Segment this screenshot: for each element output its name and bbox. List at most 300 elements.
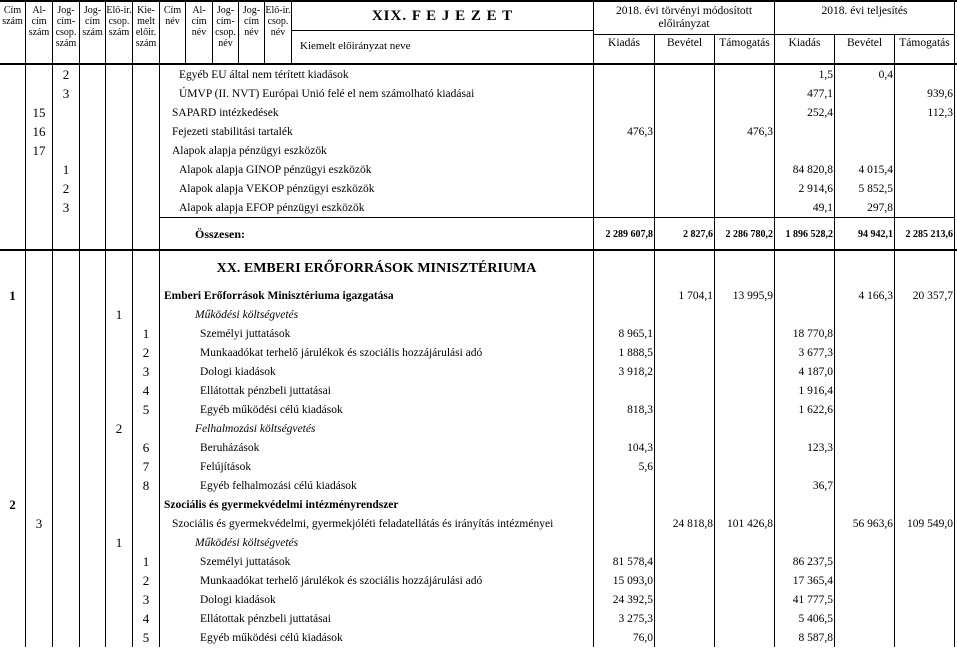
value-cell — [655, 343, 715, 362]
value-cell: 101 426,8 — [715, 514, 775, 533]
value-cell — [715, 179, 775, 198]
name-column-label: Kiemelt előirányzat neve — [300, 40, 411, 52]
table-row — [0, 438, 957, 457]
header-cim-nev: Cím név — [160, 2, 186, 65]
cim-szam — [0, 419, 26, 438]
jogcimcsop-szam — [53, 141, 80, 160]
value-cell — [775, 305, 835, 324]
value-cell — [715, 419, 775, 438]
value-cell — [895, 571, 955, 590]
value-cell — [655, 590, 715, 609]
table-row — [0, 251, 957, 286]
jogcimcsop-szam — [53, 400, 80, 419]
table-row — [0, 552, 957, 571]
header-kiemelt-szam: Kie-melt előir. szám — [133, 2, 160, 65]
value-cell — [655, 251, 715, 286]
value-cell: 5,6 — [594, 457, 655, 476]
jogcim-szam — [80, 217, 106, 250]
value-cell — [835, 381, 895, 400]
value-cell — [715, 305, 775, 324]
kiemelt-szam — [133, 419, 160, 438]
item-name: Ellátottak pénzbeli juttatásai — [160, 609, 594, 628]
cim-szam — [0, 65, 26, 84]
item-name: Dologi kiadások — [160, 590, 594, 609]
table-row — [0, 286, 957, 305]
value-cell: 3 677,3 — [775, 343, 835, 362]
value-cell — [655, 419, 715, 438]
value-cell — [715, 65, 775, 84]
jogcimcsop-szam — [53, 495, 80, 514]
jogcimcsop-szam — [53, 590, 80, 609]
item-name: Munkaadókat terhelő járulékok és szociális hozzájárulási adó — [160, 571, 594, 590]
jogcimcsop-szam: 3 — [53, 198, 80, 217]
cim-szam — [0, 343, 26, 362]
value-cell — [895, 438, 955, 457]
alcim-szam — [26, 628, 53, 647]
header-alcim-szam: Al-cím szám — [26, 2, 53, 65]
header-bevetel-2: Bevétel — [835, 35, 895, 65]
value-cell — [715, 343, 775, 362]
table-row — [0, 217, 957, 250]
kiemelt-szam — [133, 514, 160, 533]
eloircsop-szam — [106, 590, 133, 609]
kiemelt-szam — [133, 179, 160, 198]
value-cell — [594, 495, 655, 514]
value-cell — [835, 438, 895, 457]
table-row — [0, 103, 957, 122]
value-cell — [655, 381, 715, 400]
value-cell — [655, 84, 715, 103]
table-row — [0, 476, 957, 495]
item-name: Munkaadókat terhelő járulékok és szociális hozzájárulási adó — [160, 343, 594, 362]
alcim-szam — [26, 251, 53, 286]
kiemelt-szam — [133, 198, 160, 217]
alcim-szam — [26, 198, 53, 217]
jogcim-szam — [80, 590, 106, 609]
value-cell: 3 918,2 — [594, 362, 655, 381]
alcim-szam — [26, 217, 53, 250]
cim-szam — [0, 571, 26, 590]
value-cell — [715, 324, 775, 343]
jogcimcsop-szam — [53, 122, 80, 141]
item-name: Alapok alapja pénzügyi eszközök — [160, 141, 594, 160]
value-cell — [895, 179, 955, 198]
alcim-szam — [26, 305, 53, 324]
jogcim-szam — [80, 286, 106, 305]
value-cell: 297,8 — [835, 198, 895, 217]
value-cell — [655, 495, 715, 514]
value-cell — [895, 305, 955, 324]
value-cell — [835, 343, 895, 362]
header-tamogatas-1: Támogatás — [715, 35, 775, 65]
value-cell — [594, 286, 655, 305]
jogcimcsop-szam — [53, 362, 80, 381]
jogcim-szam — [80, 179, 106, 198]
eloircsop-szam — [106, 362, 133, 381]
value-cell — [715, 160, 775, 179]
value-cell — [715, 362, 775, 381]
table-row — [0, 179, 957, 198]
value-cell: 24 818,8 — [655, 514, 715, 533]
cim-szam — [0, 438, 26, 457]
kiemelt-szam: 4 — [133, 381, 160, 400]
eloircsop-szam: 1 — [106, 533, 133, 552]
value-cell — [895, 381, 955, 400]
value-cell: 252,4 — [775, 103, 835, 122]
value-cell: 112,3 — [895, 103, 955, 122]
kiemelt-szam — [133, 217, 160, 250]
kiemelt-szam: 8 — [133, 476, 160, 495]
value-cell — [655, 533, 715, 552]
item-name: Fejezeti stabilitási tartalék — [160, 122, 594, 141]
value-cell: 4 187,0 — [775, 362, 835, 381]
kiemelt-szam: 5 — [133, 628, 160, 647]
value-cell — [594, 476, 655, 495]
value-cell: 2 286 780,2 — [715, 217, 775, 250]
value-cell — [655, 141, 715, 160]
value-cell — [715, 571, 775, 590]
item-name: Alapok alapja EFOP pénzügyi eszközök — [160, 198, 594, 217]
jogcim-szam — [80, 362, 106, 381]
eloircsop-szam — [106, 251, 133, 286]
jogcim-szam — [80, 251, 106, 286]
value-cell: 2 285 213,6 — [895, 217, 955, 250]
jogcim-szam — [80, 198, 106, 217]
jogcimcsop-szam — [53, 419, 80, 438]
value-cell: 81 578,4 — [594, 552, 655, 571]
total-label: Összesen: — [160, 217, 594, 250]
cim-szam — [0, 141, 26, 160]
jogcim-szam — [80, 122, 106, 141]
value-cell: 1 916,4 — [775, 381, 835, 400]
kiemelt-szam — [133, 251, 160, 286]
kiemelt-szam: 3 — [133, 362, 160, 381]
value-cell — [655, 65, 715, 84]
value-cell: 18 770,8 — [775, 324, 835, 343]
table-row — [0, 533, 957, 552]
jogcim-szam — [80, 160, 106, 179]
value-cell — [715, 628, 775, 647]
item-name: Alapok alapja GINOP pénzügyi eszközök — [160, 160, 594, 179]
value-cell — [655, 122, 715, 141]
value-cell — [594, 103, 655, 122]
value-cell — [895, 552, 955, 571]
jogcimcsop-szam — [53, 438, 80, 457]
jogcim-szam — [80, 533, 106, 552]
eloircsop-szam — [106, 84, 133, 103]
value-cell — [715, 198, 775, 217]
table-row — [0, 400, 957, 419]
cim-szam — [0, 122, 26, 141]
alcim-szam: 15 — [26, 103, 53, 122]
value-cell: 15 093,0 — [594, 571, 655, 590]
kiemelt-szam — [133, 84, 160, 103]
table-row — [0, 419, 957, 438]
alcim-szam — [26, 343, 53, 362]
value-cell — [715, 400, 775, 419]
cim-szam — [0, 362, 26, 381]
cim-szam — [0, 400, 26, 419]
table-row — [0, 198, 957, 217]
cim-szam — [0, 533, 26, 552]
cim-szam: 2 — [0, 495, 26, 514]
alcim-szam — [26, 362, 53, 381]
value-cell — [655, 476, 715, 495]
eloircsop-szam — [106, 628, 133, 647]
kiemelt-szam: 3 — [133, 590, 160, 609]
value-cell: 86 237,5 — [775, 552, 835, 571]
jogcim-szam — [80, 628, 106, 647]
value-cell — [775, 495, 835, 514]
table-row — [0, 343, 957, 362]
value-cell: 818,3 — [594, 400, 655, 419]
value-cell: 1 704,1 — [655, 286, 715, 305]
value-cell: 8 587,8 — [775, 628, 835, 647]
kiemelt-szam: 1 — [133, 552, 160, 571]
item-name: Alapok alapja VEKOP pénzügyi eszközök — [160, 179, 594, 198]
table-row — [0, 305, 957, 324]
jogcim-szam — [80, 514, 106, 533]
eloircsop-szam — [106, 476, 133, 495]
cim-szam — [0, 251, 26, 286]
kiemelt-szam — [133, 122, 160, 141]
jogcimcsop-szam — [53, 305, 80, 324]
table-row — [0, 160, 957, 179]
value-cell — [655, 400, 715, 419]
jogcim-szam — [80, 65, 106, 84]
value-cell: 476,3 — [715, 122, 775, 141]
alcim-szam — [26, 84, 53, 103]
jogcimcsop-szam: 3 — [53, 84, 80, 103]
value-cell: 2 827,6 — [655, 217, 715, 250]
table-row — [0, 609, 957, 628]
value-cell — [775, 286, 835, 305]
jogcim-szam — [80, 305, 106, 324]
value-cell — [835, 84, 895, 103]
alcim-szam — [26, 495, 53, 514]
value-cell — [895, 141, 955, 160]
header-cim-szam: Cím szám — [0, 2, 26, 65]
eloircsop-szam: 2 — [106, 419, 133, 438]
alcim-szam: 16 — [26, 122, 53, 141]
eloircsop-szam — [106, 495, 133, 514]
eloircsop-szam — [106, 141, 133, 160]
jogcim-szam — [80, 343, 106, 362]
cim-szam — [0, 381, 26, 400]
value-cell — [895, 628, 955, 647]
alcim-szam — [26, 400, 53, 419]
eloircsop-szam — [106, 122, 133, 141]
alcim-szam — [26, 609, 53, 628]
item-name: Beruházások — [160, 438, 594, 457]
item-name: Felújítások — [160, 457, 594, 476]
item-name: SAPARD intézkedések — [160, 103, 594, 122]
value-cell — [594, 419, 655, 438]
value-cell: 3 275,3 — [594, 609, 655, 628]
jogcimcsop-szam — [53, 343, 80, 362]
value-cell — [715, 476, 775, 495]
value-cell — [594, 160, 655, 179]
value-cell: 49,1 — [775, 198, 835, 217]
kiemelt-szam — [133, 305, 160, 324]
eloircsop-szam — [106, 400, 133, 419]
item-name: Egyéb működési célú kiadások — [160, 628, 594, 647]
jogcim-szam — [80, 419, 106, 438]
kiemelt-szam — [133, 495, 160, 514]
eloircsop-szam — [106, 514, 133, 533]
cim-szam — [0, 198, 26, 217]
value-cell: 36,7 — [775, 476, 835, 495]
jogcimcsop-szam — [53, 217, 80, 250]
value-cell — [775, 514, 835, 533]
jogcimcsop-szam — [53, 251, 80, 286]
value-cell — [835, 457, 895, 476]
jogcim-szam — [80, 141, 106, 160]
value-cell — [775, 457, 835, 476]
eloircsop-szam — [106, 286, 133, 305]
cim-szam — [0, 305, 26, 324]
value-cell: 1 888,5 — [594, 343, 655, 362]
value-cell: 2 914,6 — [775, 179, 835, 198]
alcim-szam — [26, 533, 53, 552]
jogcimcsop-szam — [53, 286, 80, 305]
value-cell: 0,4 — [835, 65, 895, 84]
eloircsop-szam — [106, 198, 133, 217]
jogcimcsop-szam — [53, 533, 80, 552]
alcim-szam — [26, 571, 53, 590]
jogcimcsop-szam — [53, 476, 80, 495]
header-tamogatas-2: Támogatás — [895, 35, 955, 65]
alcim-szam — [26, 552, 53, 571]
header-chapter-cell — [292, 2, 594, 65]
value-cell — [835, 103, 895, 122]
alcim-szam — [26, 457, 53, 476]
value-cell — [594, 514, 655, 533]
value-cell: 94 942,1 — [835, 217, 895, 250]
value-cell — [594, 84, 655, 103]
cim-szam — [0, 609, 26, 628]
eloircsop-szam — [106, 160, 133, 179]
value-cell — [655, 160, 715, 179]
table-row — [0, 495, 957, 514]
value-cell: 1 896 528,2 — [775, 217, 835, 250]
jogcimcsop-szam — [53, 103, 80, 122]
jogcim-szam — [80, 103, 106, 122]
value-cell — [895, 533, 955, 552]
jogcim-szam — [80, 552, 106, 571]
value-cell — [655, 362, 715, 381]
alcim-szam: 17 — [26, 141, 53, 160]
cim-szam — [0, 457, 26, 476]
eloircsop-szam — [106, 324, 133, 343]
alcim-szam — [26, 381, 53, 400]
value-cell — [895, 419, 955, 438]
value-cell — [715, 533, 775, 552]
kiemelt-szam — [133, 286, 160, 305]
value-cell — [775, 122, 835, 141]
item-name: Személyi juttatások — [160, 324, 594, 343]
cim-szam — [0, 552, 26, 571]
value-cell: 8 965,1 — [594, 324, 655, 343]
table-row — [0, 381, 957, 400]
eloircsop-szam — [106, 179, 133, 198]
alcim-szam — [26, 65, 53, 84]
table-row — [0, 590, 957, 609]
alcim-szam — [26, 476, 53, 495]
item-name: Szociális és gyermekvédelmi intézményrendszer — [160, 495, 594, 514]
value-cell — [895, 324, 955, 343]
value-cell: 109 549,0 — [895, 514, 955, 533]
value-cell — [715, 438, 775, 457]
alcim-szam — [26, 160, 53, 179]
value-cell: 84 820,8 — [775, 160, 835, 179]
jogcim-szam — [80, 84, 106, 103]
eloircsop-szam — [106, 65, 133, 84]
kiemelt-szam — [133, 160, 160, 179]
cim-szam — [0, 514, 26, 533]
cim-szam — [0, 103, 26, 122]
value-cell — [835, 609, 895, 628]
item-name: Egyéb EU által nem térített kiadások — [160, 65, 594, 84]
value-cell — [594, 141, 655, 160]
eloircsop-szam — [106, 609, 133, 628]
kiemelt-szam — [133, 103, 160, 122]
item-name: Dologi kiadások — [160, 362, 594, 381]
item-name: Működési költségvetés — [160, 305, 594, 324]
table-row — [0, 571, 957, 590]
kiemelt-szam: 1 — [133, 324, 160, 343]
item-name: Felhalmozási költségvetés — [160, 419, 594, 438]
value-cell — [895, 476, 955, 495]
value-cell — [715, 495, 775, 514]
jogcimcsop-szam — [53, 609, 80, 628]
jogcim-szam — [80, 400, 106, 419]
value-cell — [775, 533, 835, 552]
cim-szam — [0, 590, 26, 609]
jogcimcsop-szam — [53, 552, 80, 571]
jogcim-szam — [80, 476, 106, 495]
value-cell — [715, 141, 775, 160]
value-cell — [895, 609, 955, 628]
value-cell — [655, 103, 715, 122]
header-kiadas-1: Kiadás — [594, 35, 655, 65]
eloircsop-szam — [106, 343, 133, 362]
value-cell — [715, 103, 775, 122]
table-row — [0, 65, 957, 84]
jogcim-szam — [80, 457, 106, 476]
value-cell: 24 392,5 — [594, 590, 655, 609]
value-cell — [835, 552, 895, 571]
table-row — [0, 324, 957, 343]
value-cell — [835, 141, 895, 160]
jogcimcsop-szam — [53, 381, 80, 400]
header-eloircsop-szam: Elő-ir. csop. szám — [106, 2, 133, 65]
value-cell — [594, 305, 655, 324]
chapter-title: XIX. F E J E Z E T — [292, 2, 593, 31]
jogcimcsop-szam: 2 — [53, 65, 80, 84]
value-cell: 41 777,5 — [775, 590, 835, 609]
cim-szam — [0, 324, 26, 343]
value-cell — [835, 324, 895, 343]
eloircsop-szam — [106, 438, 133, 457]
value-cell — [895, 65, 955, 84]
cim-szam — [0, 476, 26, 495]
section-title: XX. EMBERI ERŐFORRÁSOK MINISZTÉRIUMA — [160, 251, 594, 286]
header-alcim-nev: Al-cím név — [186, 2, 213, 65]
value-cell: 123,3 — [775, 438, 835, 457]
value-cell: 4 166,3 — [835, 286, 895, 305]
alcim-szam — [26, 438, 53, 457]
